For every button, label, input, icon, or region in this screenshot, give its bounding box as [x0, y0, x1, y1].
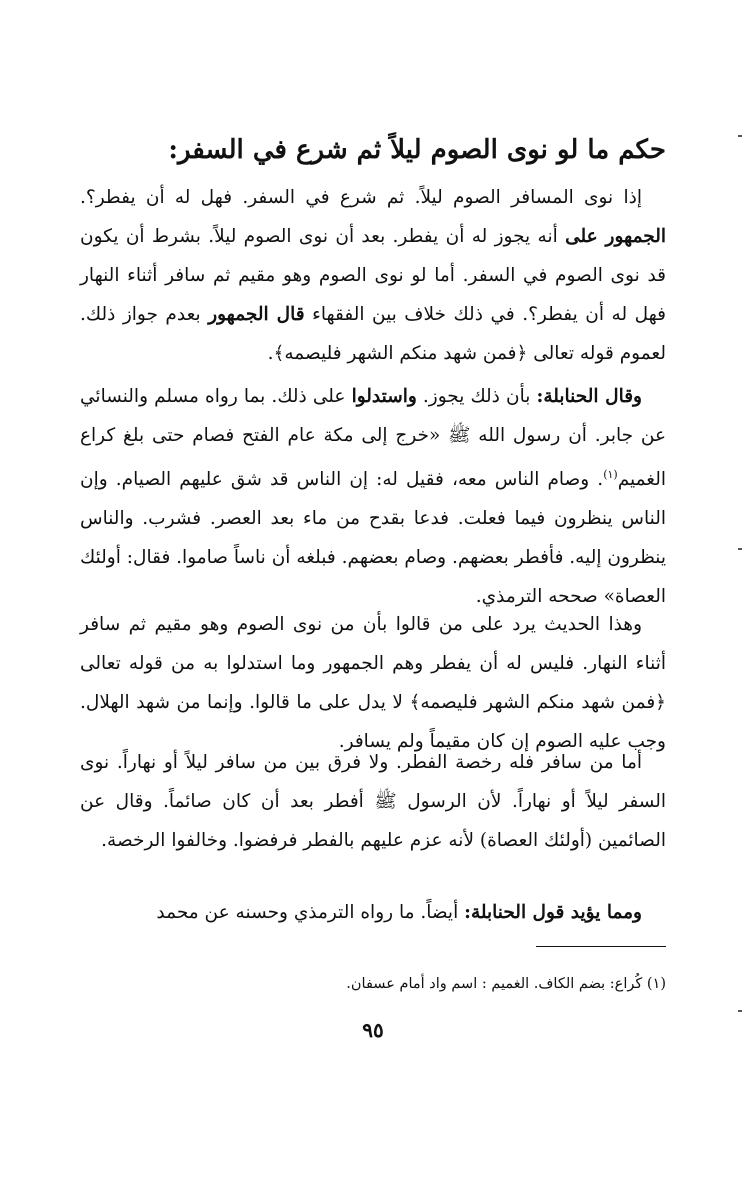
p4-text: أما من سافر فله رخصة الفطر. ولا فرق بين من سافر ليلاً أو نهاراً. نوى السفر ليلاً أو نهاراً. لأن الرسول ﷺ أفطر بعد أن كان صائماً. وقال عن الصائمين (أولئك العصاة) لأنه عزم عليهم بالفطر فرفضوا. وخالفوا الرخصة. — [80, 752, 666, 851]
section-heading: حكم ما لو نوى الصوم ليلاً ثم شرع في السفر: — [168, 135, 666, 165]
p2-text-c: على ذلك. بما رواه مسلم والنسائي عن جابر. أن رسول الله ﷺ «خرج إلى مكة عام الفتح فصام حتى بلغ كراع الغميم — [80, 386, 666, 491]
paragraph-5 — [80, 893, 666, 932]
p1-bold-a: الجمهور على — [565, 226, 666, 247]
p2-text-a: بأن ذلك يجوز. — [422, 386, 531, 407]
p5-text: أيضاً. ما رواه الترمذي وحسنه عن محمد — [156, 902, 459, 923]
paragraph-4 — [80, 743, 666, 860]
p2-bold-b: واستدلوا — [351, 386, 417, 407]
paragraph-2 — [80, 377, 666, 616]
p5-bold: ومما يؤيد قول الحنابلة: — [464, 902, 642, 923]
page-number: ٩٥ — [362, 1018, 384, 1042]
p1-text-a: إذا نوى المسافر الصوم ليلاً. ثم شرع في السفر. فهل له أن يفطر؟. — [80, 187, 642, 208]
footnote-separator — [536, 946, 666, 947]
p1-text-c: أنه يجوز له أن يفطر. بعد أن نوى الصوم ليلاً. بشرط أن يكون قد نوى الصوم في السفر. أما لو نوى الصوم وهو مقيم ثم سافر أثناء النهار فهل له أن يفطر؟. في ذلك خلاف بين الفقهاء — [80, 226, 666, 325]
p1-text-d: بعدم جواز ذلك. لعموم قوله تعالى ﴿فمن شهد منكم الشهر فليصمه﴾. — [80, 304, 666, 364]
p3-text: وهذا الحديث يرد على من قالوا بأن من نوى الصوم وهو مقيم ثم سافر أثناء النهار. فليس له أن يفطر وهم الجمهور وما استدلوا به من قوله تعالى ﴿فمن شهد منكم الشهر فليصمه﴾ لا يدل على ما قالوا. وإنما من شهد الهلال. وجب عليه الصوم إن كان مقيماً ولم يسافر. — [80, 614, 666, 752]
p2-bold-a: وقال الحنابلة: — [536, 386, 642, 407]
footnote-marker: (١) — [603, 468, 618, 481]
p2-text-d: . وصام الناس معه، فقيل له: إن الناس قد شق عليهم الصيام. وإن الناس ينظرون فيما فعلت. فدعا بقدح من ماء بعد العصر. فشرب. والناس ينظرون إليه. فأفطر بعضهم. وصام بعضهم. فبلغه أن ناساً صاموا. فقال: أولئك العصاة» صححه الترمذي. — [80, 469, 666, 608]
margin-mark — [738, 135, 742, 137]
p1-bold-b: قال الجمهور — [208, 304, 305, 325]
margin-mark — [738, 548, 742, 550]
book-page — [80, 0, 666, 1185]
paragraph-1 — [80, 178, 666, 373]
footnote: (١) كُراع: بضم الكاف. الغميم : اسم واد أمام عسفان. — [346, 976, 666, 992]
paragraph-3 — [80, 605, 666, 761]
margin-mark — [738, 1010, 742, 1012]
